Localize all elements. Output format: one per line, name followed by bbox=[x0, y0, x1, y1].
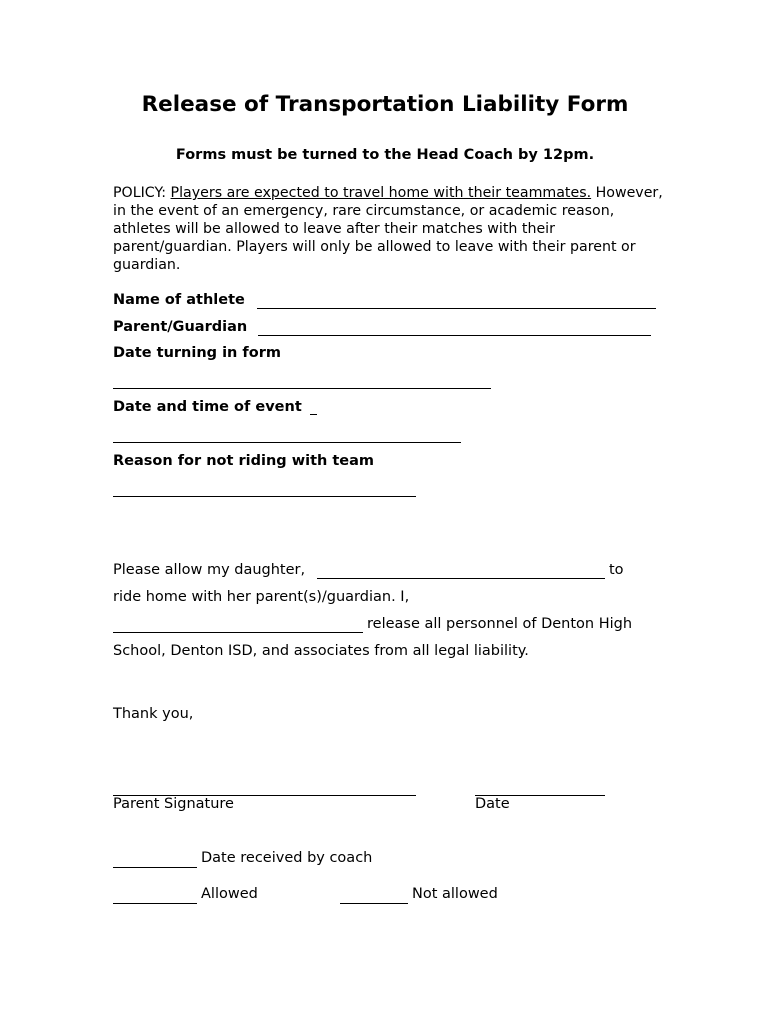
date-received-line[interactable] bbox=[113, 867, 197, 868]
date-time-event-label: Date and time of event bbox=[113, 399, 302, 415]
allowed-line[interactable] bbox=[113, 903, 197, 904]
release-line1-start: Please allow my daughter, bbox=[113, 562, 306, 578]
parent-signature-label: Parent Signature bbox=[113, 796, 234, 812]
date-time-event-line[interactable] bbox=[113, 442, 461, 443]
signature-date-label: Date bbox=[475, 796, 510, 812]
date-turning-in-label: Date turning in form bbox=[113, 345, 281, 361]
release-line3-end: release all personnel of Denton High bbox=[367, 616, 633, 632]
reason-label: Reason for not riding with team bbox=[113, 453, 375, 469]
parent-guardian-label: Parent/Guardian bbox=[113, 319, 248, 335]
release-line2: ride home with her parent(s)/guardian. I, bbox=[113, 589, 410, 605]
not-allowed-label: Not allowed bbox=[412, 886, 498, 902]
release-line4: School, Denton ISD, and associates from all legal liability. bbox=[113, 643, 529, 659]
date-turning-in-line[interactable] bbox=[113, 388, 491, 389]
form-subtitle: Forms must be turned to the Head Coach by 12pm. bbox=[175, 147, 595, 163]
policy-body: However, in the event of an emergency, rare circumstance, or academic reason, athletes will be allowed to leave after their matches with their parent/guardian. Players will only be allowed to leave with their parent or guardian. bbox=[113, 185, 663, 273]
form-title: Release of Transportation Liability Form bbox=[141, 92, 629, 117]
date-received-label: Date received by coach bbox=[201, 850, 373, 866]
policy-label: POLICY: bbox=[113, 185, 171, 201]
athlete-name-line[interactable] bbox=[257, 308, 656, 309]
guardian-name-line[interactable] bbox=[113, 632, 363, 633]
policy-lead: Players are expected to travel home with their teammates. bbox=[170, 185, 592, 201]
parent-guardian-line[interactable] bbox=[258, 335, 651, 336]
daughter-name-line[interactable] bbox=[317, 578, 605, 579]
thank-you: Thank you, bbox=[113, 706, 194, 722]
release-line1-end: to bbox=[609, 562, 624, 578]
date-time-event-tick bbox=[310, 414, 317, 415]
not-allowed-line[interactable] bbox=[340, 903, 408, 904]
policy-paragraph bbox=[113, 184, 673, 274]
reason-line[interactable] bbox=[113, 496, 416, 497]
athlete-name-label: Name of athlete bbox=[113, 292, 245, 308]
allowed-label: Allowed bbox=[201, 886, 258, 902]
